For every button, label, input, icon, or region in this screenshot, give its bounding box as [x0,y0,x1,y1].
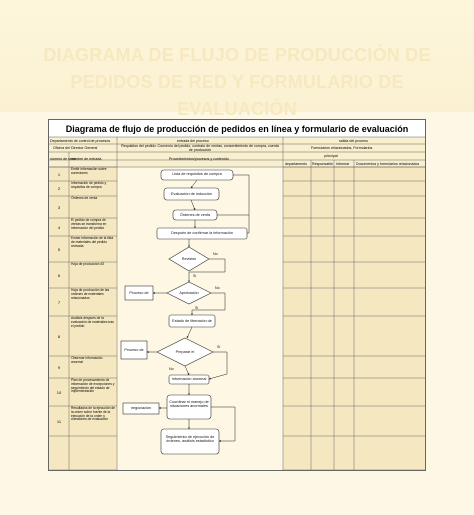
node-side1-label: Proceso de [129,291,149,295]
row-entry-name: Plan de procesamiento de información de excepciones y seguimiento del estado de implementación [71,378,115,394]
header-informer: Informar [336,162,350,166]
node-requisitos-label: Lista de requisitos de compra [172,172,222,176]
flowchart-sheet [48,119,426,471]
header-principal: principal [324,154,338,158]
sheet-title: Diagrama de flujo de producción de pedidos en línea y formulario de evaluación [65,124,409,134]
label-no-1: Sí [193,274,197,278]
row-number: 4 [57,224,61,230]
row-entry-name: Observar información anormal [71,356,103,364]
row-entry-name: Emitir información sobre conexiones [71,167,107,175]
header-office: Oficina del Director General [53,146,98,150]
header-exit: salida del proceso [339,139,368,143]
label-no-2: No [215,286,220,290]
header-dept-desc: Requisitos del pedido: Convenio del pedido, contrato de ventas, consentimiento de compra, cuenta de producción [121,144,279,152]
row-number: 8 [57,333,61,339]
banner [0,0,474,119]
row-entry-name: Hoja de producción de las ordenes de materiales relacionados [71,288,110,300]
node-revision-label: Revisión [181,257,197,261]
label-no-3: No [169,367,174,371]
header-num: número de serie [50,157,76,161]
header-proc: Procedimientos/procesos y contenido [169,157,229,161]
header-forms: Formularios relacionados, Formularios [311,146,373,150]
node-side2-label: Proceso de [124,348,144,352]
node-seguimiento-label: Seguimiento de ejecución de órdenes, análisis estadístico [165,435,215,444]
row-entry-name: Resultados de la ejecución de la orden sobre fuente de la ejecución de la orden y cuestiones de evaluación [71,406,115,422]
row-number: 1 [57,171,61,177]
node-anormal-label: Información anormal [171,377,207,381]
header-dept: Departamento de control de procesos [50,139,111,143]
row-number: 2 [57,186,61,191]
header-name: nombre de entrada [71,157,102,161]
row-entry-name: Enviar información de la lista de materiales del pedido revisada [71,236,114,248]
label-yes-2: Sí [195,306,199,310]
row-entry-name: Hoja de producción #3 [71,262,104,266]
label-yes-3: Sí [217,345,221,349]
row-number: 3 [57,204,61,210]
node-confirmar-label: Después de confirmar la información [171,231,233,235]
label-yes-1: No [213,252,218,256]
header-entry: entrada del proceso [177,139,209,143]
node-preparar-label: Preparar el [175,350,195,354]
row-number: 6 [57,272,61,278]
node-evaluacion-label: Evaluación de inducción [171,192,212,196]
row-number: 7 [57,299,61,305]
row-entry-name: Información de pedido y requisitos de compra [71,181,107,189]
row-number: 9 [57,364,61,370]
node-coordinar-label: Coordinar el manejo de situaciones anormales [169,400,209,409]
banner-title: DIAGRAMA DE FLUJO DE PRODUCCIÓN DE PEDIDOS DE RED Y FORMULARIO DE EVALUACIÓN [43,45,431,119]
node-liberacion-label: Estado de liberación de [172,319,212,323]
row-entry-name: El pedido de compra de ventas se transforma en información del pedido [71,218,107,230]
row-number: 11 [56,418,62,424]
row-entry-name: Órdenes de venta [71,196,98,200]
header-departamento: departamento [285,162,308,166]
header-docs: Documentos y formularios relacionados [356,162,420,166]
row-number: 10 [56,389,62,395]
header-responsable: Responsable [312,162,333,166]
node-ordenes-label: Órdenes de venta [179,213,211,217]
node-side3-label: negociación [130,406,152,410]
row-entry-name: Análisis después de la evaluación de materiales tras el pedido [71,316,114,328]
node-aprobacion-label: Aprobación [179,291,199,295]
row-number: 5 [57,246,61,252]
